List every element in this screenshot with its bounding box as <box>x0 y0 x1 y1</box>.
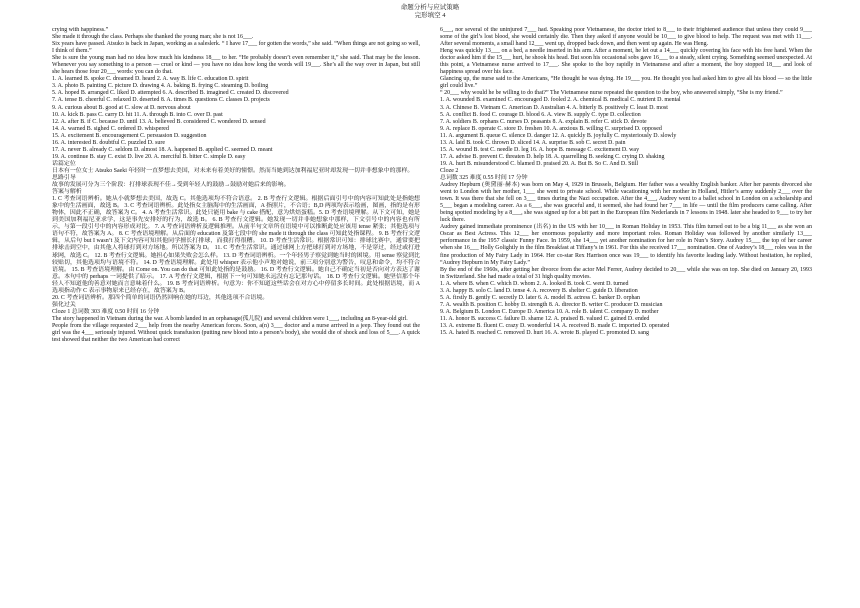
paragraph: Heng was quickly 13___ on a bed, a needle inserted in his arm. After a moment, he let out a 14___ quickly covering his face with his free hand. When the doctor asked him if the 15___ hurt, he shook his head. But soon his occasional sobs gave 16___ to a steady, silent crying. Something seemed unexpected. At this point, a Vietnamese nurse arrived to 17___. She spoke to the boy rapidly in Vietnamese and after a moment, the boy stopped 18___ and look of happiness spread over his face. <box>440 48 812 76</box>
option-row: 15. A. wound B. test C. needle D. leg 16. A. hope B. message C. excitement D. way <box>440 146 640 153</box>
option-row: 15. A. hated B. reached C. removed D. hurt 16. A. wrote B. played C. promoted D. sang <box>440 330 649 337</box>
section-heading: 思路引导 <box>52 174 76 181</box>
option-row: 16. A. interested B. doubtful C. puzzled D. sure <box>52 139 165 146</box>
option-row: 3. A. happy B. solo C. land D. tense 4. A. recovery B. shelter C. guide D. liberation <box>440 287 638 294</box>
option-row: 3. A. Chinese B. Vietnam C. American D. Australian 4. A. bitterly B. positively C. least D. most <box>440 104 668 111</box>
paragraph: 故事的发展可分为三个阶段：打排球表现不佳→受到年轻人的鼓励→鼓励对她后来的影响。 <box>52 182 290 189</box>
cloze-info: 总词数 325 难度 0.55 时间 17 分钟 <box>440 174 528 181</box>
option-row: 11. A. honor B. success C. failure D. shame 12. A. praised B. valued C. gained D. ended <box>440 315 650 322</box>
option-row: 12. A. after B. if C. because D. until 13. A. believed B. considered C. wondered D. sensed <box>52 118 266 125</box>
paragraph: 日本有一位女士 Atsuko Saeki 年轻时一直梦想去美国，对未来有着美好的憧憬。然而当她到达加利福尼亚时却发现一切并非想象中的那样。 <box>52 167 414 174</box>
option-row: 7. A. tense B. cheerful C. relaxed D. deserted 8. A. times B. questions C. classes D. projects <box>52 97 270 104</box>
option-row: 1. A. learned B. spoke C. dreamed D. heard 2. A. way B. life C. education D. spirit <box>52 76 249 83</box>
option-row: 9. A. curious about B. good at C. slow at D. nervous about <box>52 104 191 111</box>
option-row: 5. A. firstly B. gently C. secretly D. later 6. A. model B. actress C. banker D. orphan <box>440 294 641 301</box>
left-column <box>52 27 420 599</box>
paragraph: People from the village requested 2___ help from the nearby American forces. Soon, a(n) 3___ doctor and a nurse arrived in a jeep. They found out the girl was the 4___ seriously injured. Without quick transfusion (putting new blood into a person’s body), she would die of shock and loss of 5___. A quick test showed that neither the two American had correct <box>52 322 420 344</box>
header-series-title: 命题分析与应试策略 <box>400 4 460 11</box>
answer-explanation: 20. C 考查词语辨析。那四个简单的词语仍然回响在她的耳边，其他选项不合语境。 <box>52 294 269 301</box>
option-row: 14. A. warned B. sighed C. ordered D. whispered <box>52 125 169 132</box>
paragraph: Six years have passed. Atsuko is back in Japan, working as a saleslerk. “ I have 17___ for gotten the words,” she said. “When things are not going so well, I think of them.” <box>52 41 420 55</box>
option-row: 11. A. argument B. queue C. silence D. danger 12. A. quickly B. joyfully C. mysteriously D. slowly <box>440 132 677 139</box>
paragraph: crying with happiness.” <box>52 27 109 33</box>
option-row: 3. A. photo B. painting C. picture D. drawing 4. A. baking B. frying C. steaming D. boiling <box>52 83 269 90</box>
option-row: 5. A. hoped B. arranged C. liked D. attempted 6. A. described B. imagined C. created D. discovered <box>52 90 289 97</box>
option-row: 19. A. continue B. stay C. exist D. live 20. A. merciful B. bitter C. simple D. easy <box>52 153 246 160</box>
option-row: 7. A. soldiers B. orphans C. nurses D. peasants 8. A. explain B. refer C. stick D. devote <box>440 118 647 125</box>
paragraph: Audrey Hepburn (奥黛丽·赫本) was born on May 4, 1929 in Brussels, Belgium. Her father was a wealthy English banker. After her parents divorced she went to London with her mother, 1___ she went to private school. While vacationing with her mother in Holland, Hitler’s army suddenly 2___ over the town. It was there that she fell on 3___ times during the Nazi occupation. After the 4___, Audrey went to a ballet school in London on a scholarship and 5___ began a modeling career. As a 6___, she was graceful and, it seemed, she had found her 7___ in life — until the film producers came calling. After being spotted modeling by a 8___, she was signed up for a bit part in the European film Nederlands in 7 lessons in 1948. later she headed to 9___ to try her luck there. <box>440 182 812 224</box>
paragraph: The story happened in Vietnam during the war. A bomb landed in an orphanage(孤儿院) and several children were 1___, including an 8-year-old girl. <box>52 315 408 322</box>
paragraph: Audrey gained immediate prominence (出名) in the US with her 10___ in Roman Holiday in 1953. This film turned out to be a big 11___ as she won an Oscar as Best Actress. This 12___ her enormous popularity and more important roles. Roman Holiday was followed by another similarly 13___ performance in the 1957 classic Funny Face. In 1959, she 14___ yet another nomination for her role in Nun’s Story. Audrey 15___ the top of her career when she 16___ Holly Golightly in the film Breakfast at Tiffany’s in 1961. For this she received 17___ nomination. One of Audrey’s 18___ roles was in the fine production of My Fairy Lady in 1964. Her co-star Rex Harrison once was 19___ to identify his favorite leading lady. Without hesitation, he replied, “Audrey Hepburn in My Fairy Lady.” <box>440 224 812 266</box>
option-row: 10. A. kick B. pass C. carry D. hit 11. A. through B. into C. over D. past <box>52 111 223 118</box>
page-header <box>0 4 860 20</box>
section-heading: Cloze 2 <box>440 167 459 174</box>
paragraph: She made it through the class. Perhaps she thanked the young man; she is not 16___. <box>52 34 254 41</box>
option-row: 17. A. never B. already C. seldom D. almost 18. A. happened B. applied C. seemed D. meant <box>52 146 273 153</box>
option-row: 9. A. replace B. operate C. store D. freshen 10. A. anxious B. willing C. surprised D. opposed <box>440 125 662 132</box>
option-row: 1. A. where B. when C. which D. whom 2. A. looked B. took C. went D. turned <box>440 280 629 287</box>
paragraph: 6___, nor several of the uninjured 7___ had. Speaking poor Vietnamese, the doctor tried to 8___ to their frightened audience that unless they could 9___ some of the girl’s lost blood, she would certainly die. Then they asked if anyone would be 10___ to give blood to help. The request was met with 11___. After several moments, a small hand 12___ went up, dropped back down, and then went up again. He was Heng. <box>440 27 812 48</box>
paragraph: By the end of the 1960s, after getting her divorce from the actor Mel Ferrer, Audrey decided to 20___ while she was on top. She died on January 20, 1993 in Switzerland. She had made a total of 31 high quality movies. <box>440 266 812 280</box>
option-row: 5. A. conflict B. food C. courage D. blood 6. A. view B. supply C. type D. collection <box>440 111 641 118</box>
option-row: 7. A. wealth B. position C. hobby D. strength 8. A. director B. writer C. producer D. musician <box>440 301 663 308</box>
option-row: 1. A. wounded B. examined C. encouraged D. fooled 2. A. chemical B. medical C. nutrient D. mental <box>440 97 681 104</box>
option-row: 17. A. advise B. prevent C. threaten D. help 18. A. quarrelling B. seeking C. crying D. shaking <box>440 153 665 160</box>
paragraph: She is sure the young man had no idea how much his kindness 18___ to her. “He probably doesn’t even remember it,” she said. That may be the lesson. Whenever you say something to a person — cruel or kind — you have no idea how long the words will 19___. She’s all the way over in Japan, but still she hears those four 20___ words: you can do that. <box>52 55 420 76</box>
right-column <box>440 27 812 599</box>
section-heading: 答案与解析 <box>52 189 82 196</box>
option-row: 15. A. excitement B. encouragement C. persuasion D. suggestion <box>52 132 207 139</box>
cloze-info: Cloze 1 总词数 303 难度 0.50 时间 16 分钟 <box>52 308 160 315</box>
answer-explanation: 1. C 考查词语辨析。她从小就梦想去美国，故选 C。其他选项均不符合语意。 2. B 考查行文逻辑。根据后面引号中的内容可知此处是指她想象中的生活画面，故选 B。 3. C 考查词语辨析。此处指女主脑海中的生活画面，A 指照片，不合语；B,D 两项均表示绘画，图画，指的是有形物体，因此不正确，故答案为 C。 4. A 考查生活常识。此处只能用 bake 与 cake 搭配，意为烘焙蛋糕。5. D 考查语境理解。从下文可知，她是到美国加利福尼亚求学，这是事先安排好的行为，故选 B。 6. B 考查行文逻辑。她发现一切并非她想象中那样，下文引号中的内容也有所示，与第一段引号中的内容形成对比。 7. A 考查词语辨析及逻辑推理。从前半句文章所在语境中可以推断此处应该用 tense 紧张；其他选项与语句不符，故答案为 A。 8. C 考查语境理解。从后面的 education 及第七段中的 she made it through the class 可知此处指课程。 9. B 考查行文逻辑，从后句 but I wasn’t 及下文内容可知其他同学擅长打排球，而我打得很糟。 10. D 考查生活常识。根据常识可知：排球比赛中，通常要把排球击到空中，由其他人将球打到对方场地。所以答案为 D。 11. C 考查生活常识。通过球网上方把球打到对方场地，不是穿过，经过或打进球网，故选 C。 12. B 考查行文逻辑。她担心如果失败会怎么样。 13. D 考查词语辨析。一个年轻男子察觉到她当时的困境。用 sense 察觉到比较贴切，其他选项均与语境不符。 14. D 考查语境理解。此处用 whisper 表示他小声地对她说，前三项分别意为警告，叹息和命令，均不符合语境。 15. B 考查语境理解。由 Come on. You can do that 可知此处指的是鼓励。 16. D 考查行文逻辑。她自己不确定当初是否向对方表达了谢意。本句中的 perhaps 一词提供了暗示。 17. A 考查行文逻辑，根据下一句可知她永远没有忘记那句话。 18. D 考查行文逻辑。她坚信那个年轻人不知道他的善意对她而言意味着什么。 19. B 考查词语辨析。句意为：你不知道这些话会在对方心中停留多长时间。此处根据语境，而 A 选项指动作 C 表示事物原来已经存在，故答案为 B。 <box>52 196 420 294</box>
paragraph: Glancing up, the nurse said to the Americans, “He thought he was dying. He 19___ you. He thought you had asked him to give all his blood — so the little girl could live.” <box>440 76 812 90</box>
section-heading: 强化过关 <box>52 301 76 308</box>
paragraph: “ 20___ why would he be willing to do that?” The Vietnamese nurse repeated the question to the boy, who answered simply, “She is my friend.” <box>440 90 783 97</box>
section-heading: 话篇定位 <box>52 160 76 167</box>
option-row: 13. A. extreme B. fluent C. crazy D. wonderful 14. A. received B. made C. imported D. operated <box>440 322 670 329</box>
option-row: 19. A. hurt B. misunderstood C. blamed D. praised 20. A. But B. So C. And D. Still <box>440 160 639 167</box>
header-section-title: 完形填空 4 <box>414 12 446 19</box>
option-row: 9. A. Belgium B. London C. Europe D. America 10. A. role B. talent C. company D. mother <box>440 308 659 315</box>
option-row: 13. A. laid B. took C. thrown D. sliced 14. A. surprise B. sob C. secret D. pain <box>440 139 626 146</box>
